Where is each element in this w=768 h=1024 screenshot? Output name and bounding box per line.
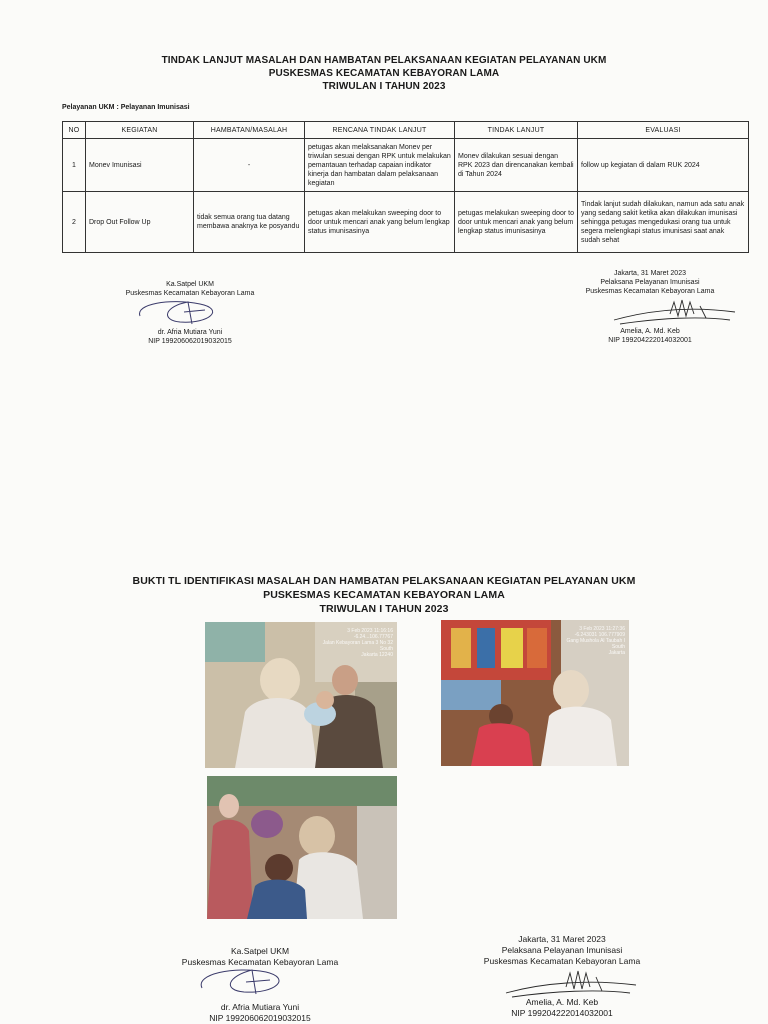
col-header-no: NO [63,122,86,139]
evidence-photo-1 [205,622,397,768]
signer-org: Puskesmas Kecamatan Kebayoran Lama [483,956,641,966]
signer-nip: NIP 199204222014032001 [511,1008,613,1018]
cell-no: 1 [63,139,86,192]
signer-nip: NIP 199204222014032001 [608,337,692,344]
signer-org: Puskesmas Kecamatan Kebayoran Lama [585,288,715,295]
signature-block-right [560,269,740,345]
signer-nip: NIP 199206062019032015 [148,338,232,345]
stamp-line: South [611,644,625,650]
signer-role: Ka.Satpel UKM [166,281,214,288]
signer-role: Pelaksana Pelayanan Imunisasi [501,945,623,955]
stamp-line: Jakarta [608,650,625,656]
stamp-line: 3 Feb 2023 11:16:16 [347,628,393,634]
signature-block-right-2 [462,934,662,1019]
cell-no: 2 [63,192,86,253]
signer-org: Puskesmas Kecamatan Kebayoran Lama [125,290,255,297]
signer-name: dr. Afria Mutiara Yuni [220,1002,300,1012]
evidence-photo-2 [441,620,629,766]
signer-role: Ka.Satpel UKM [230,946,290,956]
cell-rencana: petugas akan melakukan sweeping door to door untuk mencari anak yang belum lengkap status imunisasinya [305,192,455,253]
signature-space [560,296,740,327]
cell-hambatan: tidak semua orang tua datang membawa anaknya ke posyandu [194,192,305,253]
stamp-line: Gang Mushola Al Taubah I [566,638,625,644]
cell-tindak: Monev dilakukan sesuai dengan RPK 2023 dan direncanakan kembali di Tahun 2024 [455,139,578,192]
stamp-line: -6.24...106.77767 [353,634,393,640]
signature-block-left [90,280,290,346]
signer-name: dr. Afria Mutiara Yuni [157,329,223,336]
evidence-photo-3 [207,776,397,919]
cell-rencana: petugas akan melaksanakan Monev per triwulan sesuai dengan RPK untuk melakukan pemantauan terhadap capaian indikator kinerja dan hambatan dalam pelaksanaan kegiatan [305,139,455,192]
signer-name: Amelia, A. Md. Keb [620,328,680,335]
service-subtitle: Pelayanan UKM : Pelayanan Imunisasi [62,104,190,111]
report-title-line: TRIWULAN I TAHUN 2023 [322,81,446,92]
sign-place-date: Jakarta, 31 Maret 2023 [518,934,606,944]
table-row [63,139,749,192]
evidence-title-line: BUKTI TL IDENTIFIKASI MASALAH DAN HAMBATAN PELAKSANAAN KEGIATAN PELAYANAN UKM [132,575,636,587]
sign-place-date: Jakarta, 31 Maret 2023 [614,270,686,277]
geo-timestamp [566,626,625,656]
evidence-title-line: TRIWULAN I TAHUN 2023 [319,603,449,615]
col-header-kegiatan: KEGIATAN [86,122,194,139]
geo-timestamp [323,628,393,658]
col-header-tindak: TINDAK LANJUT [455,122,578,139]
signature-space [462,967,662,997]
cell-tindak: petugas melakukan sweeping door to door untuk mencari anak yang belum lengkap status imunisasinya [455,192,578,253]
handwritten-signature-icon [610,296,740,328]
signer-nip: NIP 199206062019032015 [209,1013,311,1023]
report-title-line: PUSKESMAS KECAMATAN KEBAYORAN LAMA [268,68,500,79]
signer-role: Pelaksana Pelayanan Imunisasi [600,279,700,286]
stamp-line: Jakarta 12240 [361,652,393,658]
signer-org: Puskesmas Kecamatan Kebayoran Lama [181,957,339,967]
col-header-evaluasi: EVALUASI [578,122,749,139]
handwritten-signature-icon [502,967,642,1001]
stamp-line: South [379,646,393,652]
immunization-photo-icon [207,776,397,919]
stamp-line: Jalan Kebayoran Lama 3 No 32 [322,640,393,646]
stamp-line: -6.243031 106.777909 [574,632,625,638]
evidence-title-line: PUSKESMAS KECAMATAN KEBAYORAN LAMA [263,589,505,601]
table-row [63,192,749,253]
signature-space [90,298,290,328]
handwritten-signature-icon [190,962,320,998]
stamp-line: 3 Feb 2023 11:27:36 [579,626,625,632]
report-title-line: TINDAK LANJUT MASALAH DAN HAMBATAN PELAKSANAAN KEGIATAN PELAYANAN UKM [161,55,607,66]
col-header-rencana: RENCANA TINDAK LANJUT [305,122,455,139]
signer-name: Amelia, A. Md. Keb [525,997,599,1007]
cell-evaluasi: Tindak lanjut sudah dilakukan, namun ada satu anak yang sedang sakit ketika akan dilakukan imunisasi sehingga petugas mengedukasi orang tua untuk segera melengkapi status imunisasi saat anak sudah sehat [578,192,749,253]
evidence-title [0,574,768,616]
signature-block-left-2 [160,946,360,1024]
follow-up-table [62,121,749,253]
col-header-hambatan: HAMBATAN/MASALAH [194,122,305,139]
report-title [0,54,768,93]
cell-evaluasi: follow up kegiatan di dalam RUK 2024 [578,139,749,192]
cell-kegiatan: Drop Out Follow Up [86,192,194,253]
cell-hambatan: - [194,139,305,192]
cell-kegiatan: Monev Imunisasi [86,139,194,192]
table-header-row [63,122,749,139]
signature-space [160,968,360,1002]
handwritten-signature-icon [130,294,250,328]
